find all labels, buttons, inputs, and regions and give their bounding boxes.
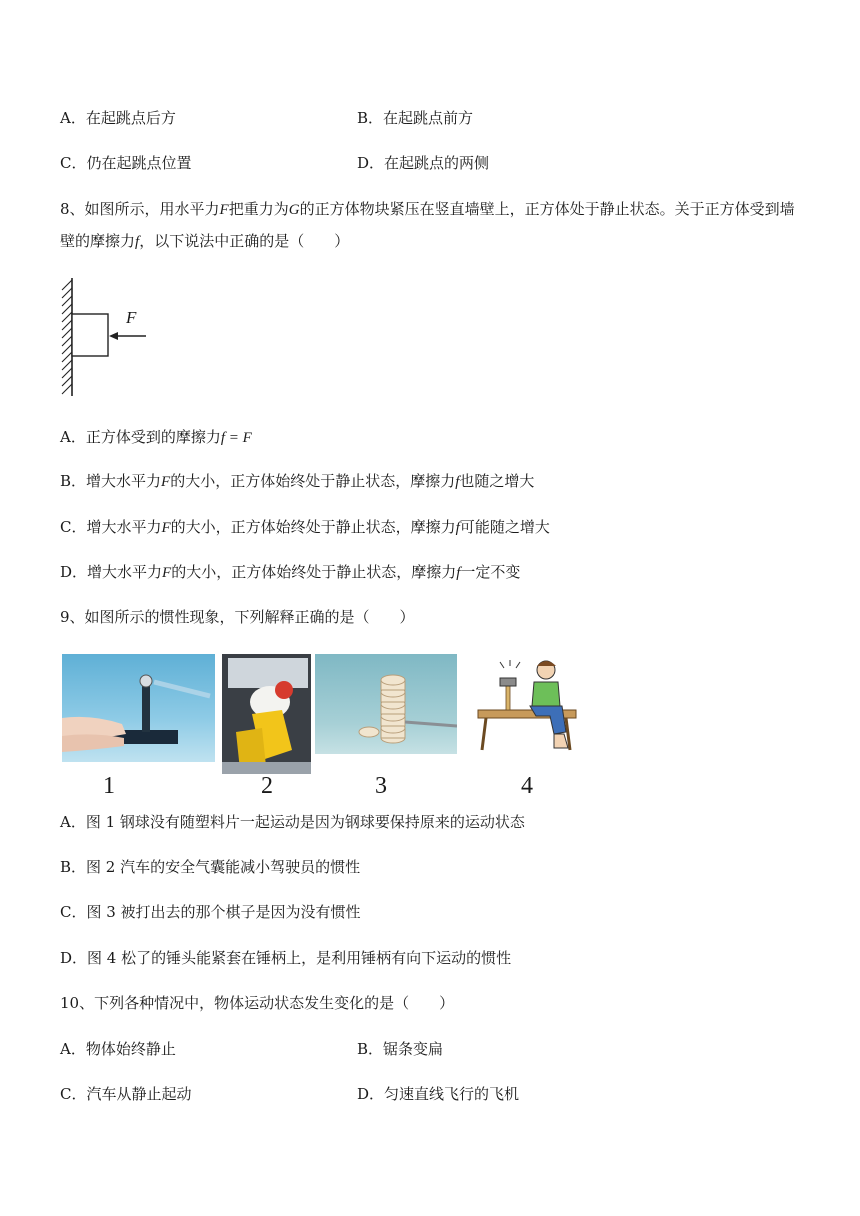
q9-photo-2-car-airbag — [222, 654, 311, 774]
q7-option-a: A．在起跳点后方 — [60, 109, 176, 127]
q8-option-c: C．增大水平力F的大小，正方体始终处于静止状态，摩擦力f可能随之增大 — [60, 518, 550, 536]
q10-option-b: B．锯条变扁 — [357, 1040, 444, 1058]
q9-drawing-4-hammer-on-bench — [470, 654, 582, 762]
q10-option-a: A．物体始终静止 — [60, 1040, 176, 1058]
q9-option-b: B．图 2 汽车的安全气囊能减小驾驶员的惯性 — [60, 858, 361, 876]
q8-figure-label-f: F — [126, 308, 137, 327]
q8-option-b: B．增大水平力F的大小，正方体始终处于静止状态，摩擦力f也随之增大 — [60, 472, 535, 490]
q9-photo-1-ball-on-stand — [62, 654, 215, 762]
q9-option-d: D．图 4 松了的锤头能紧套在锤柄上，是利用锤柄有向下运动的惯性 — [60, 949, 512, 967]
block-cube — [72, 314, 108, 356]
q7-option-c: C．仍在起跳点位置 — [60, 154, 192, 172]
q8-stem: 8、如图所示，用水平力F把重力为G的正方体物块紧压在竖直墙壁上，正方体处于静止状态。关于正方体受到墙壁的摩擦力f，以下说法中正确的是（ ） — [60, 200, 795, 250]
q9-figure-number-3: 3 — [375, 773, 387, 799]
q9-photo-3-chess-stack — [315, 654, 457, 754]
q9-option-a: A．图 1 钢球没有随塑料片一起运动是因为钢球要保持原来的运动状态 — [60, 813, 525, 831]
q9-option-c: C．图 3 被打出去的那个棋子是因为没有惯性 — [60, 903, 361, 921]
q8-option-a: A．正方体受到的摩擦力f = F — [60, 428, 252, 446]
q9-figure-number-4: 4 — [521, 773, 533, 799]
q10-option-c: C．汽车从静止起动 — [60, 1085, 192, 1103]
q7-option-d: D．在起跳点的两侧 — [357, 154, 490, 172]
q10-stem: 10、下列各种情况中，物体运动状态发生变化的是（ ） — [60, 994, 455, 1012]
q8-option-d: D．增大水平力F的大小，正方体始终处于静止状态，摩擦力f一定不变 — [60, 563, 521, 581]
q9-stem: 9、如图所示的惯性现象，下列解释正确的是（ ） — [60, 608, 415, 626]
q7-option-b: B．在起跳点前方 — [357, 109, 474, 127]
q8-wall-block-diagram — [58, 276, 168, 400]
q9-figure-number-1: 1 — [103, 773, 115, 799]
q9-figure-number-2: 2 — [261, 773, 273, 799]
q10-option-d: D．匀速直线飞行的飞机 — [357, 1085, 520, 1103]
